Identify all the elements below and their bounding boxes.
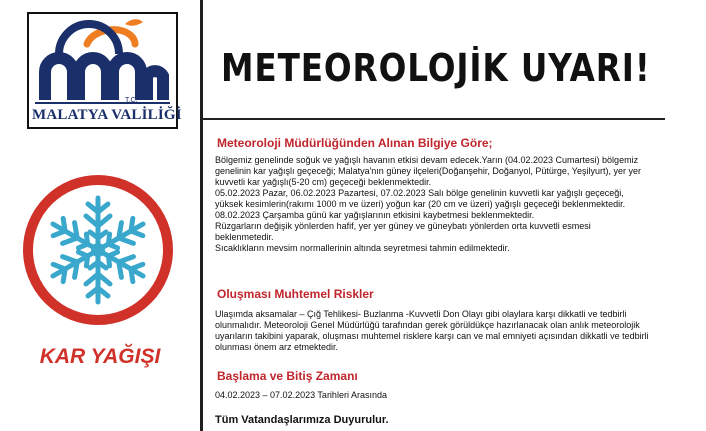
section-heading-info: Meteoroloji Müdürlüğünden Alınan Bilgiye Göre; <box>217 136 493 150</box>
info-line: yüksek kesimlerin(rakımı 1000 m ve üzeri) yoğun kar (20 cm ve üzeri) yağışlı geçeceği beklenmektedir. <box>215 199 626 209</box>
info-line: 05.02.2023 Pazar, 06.02.2023 Pazartesi, 07.02.2023 Salı bölge genelinin kuvvetli kar yağışlı geçeceği, <box>215 188 624 198</box>
risk-line: olunması önem arz etmektedir. <box>215 342 339 352</box>
risk-line: olunmalıdır. Meteoroloji Genel Müdürlüğü tarafından gerek görüldükçe hazırlanacak olan anlık meteorolojik <box>215 320 640 330</box>
alert-label: KAR YAĞIŞI <box>39 345 161 368</box>
section-body-dates <box>215 390 706 401</box>
info-line: Sıcaklıkların mevsim normallerinin altında seyretmesi tahmin edilmektedir. <box>215 243 510 253</box>
page-title: METEOROLOJİK UYARI! <box>221 46 651 90</box>
risk-line: uyarıların takibini yaparak, oluşması muhtemel risklere karşı can ve mal emniyeti açısından dikkatli ve tedbirli <box>215 331 649 341</box>
section-heading-dates: Başlama ve Bitiş Zamanı <box>217 369 358 383</box>
section-body-risks <box>215 309 706 353</box>
date-range: 04.02.2023 – 07.02.2023 Tarihleri Arasında <box>215 390 387 400</box>
info-line: beklenmetedir. <box>215 232 274 242</box>
content-panel <box>203 0 706 431</box>
logo-tc-label: T.C. <box>125 97 138 104</box>
logo-name: MALATYA VALİLİĞİ <box>32 107 182 123</box>
section-body-info <box>215 155 706 254</box>
section-heading-risks: Oluşması Muhtemel Riskler <box>217 287 374 301</box>
title-rule <box>203 118 665 120</box>
info-line: genelinin kar yağışlı geçeceği; Malatya'nın güney ilçeleri(Doğanşehir, Doğanyol, Pütürge, Yeşilyurt), yer yer <box>215 166 641 176</box>
info-line: kuvvetli kar yağışlı(5-20 cm) geçeceği beklenmektedir. <box>215 177 432 187</box>
snow-warning-sign <box>18 170 178 335</box>
risk-line: Ulaşımda aksamalar – Çığ Tehlikesi- Buzlanma -Kuvvetli Don Olayı gibi olaylara karşı dikkatli ve tedbirli <box>215 309 627 319</box>
left-panel <box>0 0 200 431</box>
snowflake-icon <box>18 170 178 330</box>
announcement-footer: Tüm Vatandaşlarımıza Duyurulur. <box>215 414 389 426</box>
malatya-valiligi-logo <box>27 12 182 129</box>
info-line: 08.02.2023 Çarşamba günü kar yağışlarının etkisini kaybetmesi beklenmektedir. <box>215 210 535 220</box>
info-line: Bölgemiz genelinde soğuk ve yağışlı havanın etkisi devam edecek.Yarın (04.02.2023 Cumartesi) bölgemiz <box>215 155 639 165</box>
info-line: Rüzgarların değişik yönlerden hafif, yer yer güney ve güneybatı yönlerden orta kuvvetli esmesi <box>215 221 591 231</box>
